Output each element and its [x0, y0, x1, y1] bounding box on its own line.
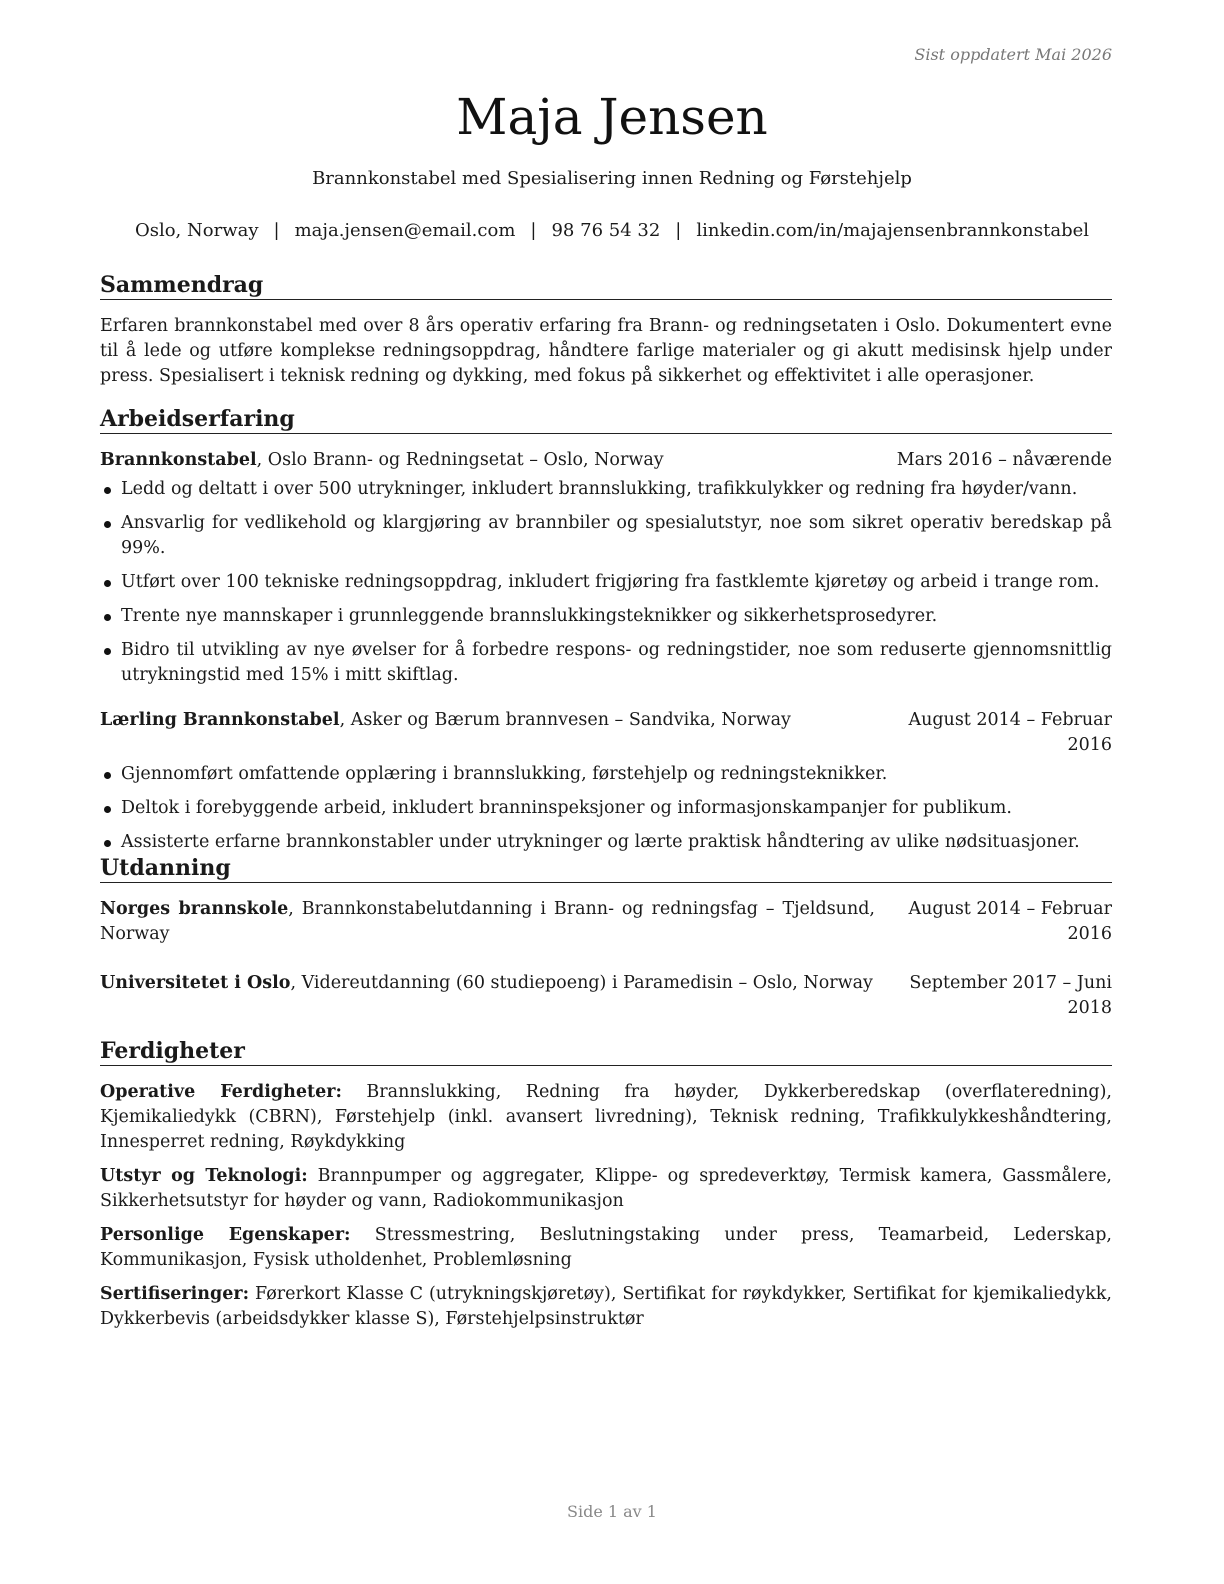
contact-linkedin[interactable]: linkedin.com/in/majajensenbrannkonstabel — [696, 220, 1090, 241]
summary-text: Erfaren brannkonstabel med over 8 års operativ erfaring fra Brann- og redningsetaten i Oslo. Dokumentert evne til å lede og utføre komplekse redningsoppdrag, håndtere farlige materialer og gi akutt medisinsk hjelp under press. Spesialisert i teknisk redning og dykking, med fokus på sikkerhet og effektivitet i alle operasjoner. — [100, 316, 1112, 386]
experience-section — [100, 405, 1112, 864]
skill-group — [100, 1164, 1112, 1214]
last-updated-note: Sist oppdatert Mai 2026 — [914, 45, 1112, 64]
skill-group — [100, 1223, 1112, 1273]
skill-group — [100, 1282, 1112, 1332]
contact-separator: | — [273, 220, 280, 241]
job-entry — [100, 708, 1112, 855]
skill-label: Operative Ferdigheter: — [100, 1082, 342, 1102]
list-item: Deltok i forebyggende arbeid, inkludert branninspeksjoner og informasjonskampanjer for publikum. — [100, 796, 1112, 821]
skill-label: Sertifiseringer: — [100, 1284, 250, 1304]
skill-text: Brannslukking, Redning fra høyder, Dykkerberedskap (overflateredning), Kjemikaliedykk (CBRN), Førstehjelp (inkl. avansert livredning), Teknisk redning, Trafikkulykkeshåndtering, Innesperret redning, Røykdykking — [100, 1082, 1112, 1152]
job-bullets — [100, 762, 1112, 855]
candidate-tagline: Brannkonstabel med Spesialisering innen Redning og Førstehjelp — [312, 168, 912, 189]
contact-email[interactable]: maja.jensen@email.com — [294, 220, 516, 241]
list-item: Trente nye mannskaper i grunnleggende brannslukkingsteknikker og sikkerhetsprosedyrer. — [100, 604, 1112, 629]
summary-section — [100, 271, 1112, 389]
skills-list — [100, 1080, 1112, 1332]
experience-heading: Arbeidserfaring — [100, 405, 1112, 434]
skill-group — [100, 1080, 1112, 1155]
education-school: Universitetet i Oslo — [100, 973, 291, 993]
education-section — [100, 854, 1112, 1021]
skill-text: Brannpumper og aggregater, Klippe- og spredeverktøy, Termisk kamera, Gassmålere, Sikkerhetsutstyr for høyder og vann, Radiokommunikasjon — [100, 1166, 1112, 1211]
contact-separator: | — [530, 220, 537, 241]
job-header — [100, 708, 1112, 758]
summary-heading: Sammendrag — [100, 271, 1112, 300]
education-heading: Utdanning — [100, 854, 1112, 883]
skills-heading: Ferdigheter — [100, 1037, 1112, 1066]
education-dates: August 2014 – Februar 2016 — [908, 899, 1112, 944]
list-item: Gjennomført omfattende opplæring i brannslukking, førstehjelp og redningsteknikker. — [100, 762, 1112, 787]
skill-text: Stressmestring, Beslutningstaking under press, Teamarbeid, Lederskap, Kommunikasjon, Fysisk utholdenhet, Problemløsning — [100, 1225, 1112, 1270]
contact-line — [0, 220, 1224, 241]
list-item: Ansvarlig for vedlikehold og klargjøring av brannbiler og spesialutstyr, noe som sikret operativ beredskap på 99%. — [100, 511, 1112, 561]
page-number: Side 1 av 1 — [567, 1502, 657, 1521]
contact-separator: | — [675, 220, 682, 241]
job-title-line — [100, 448, 664, 473]
candidate-name: Maja Jensen — [456, 88, 768, 146]
job-entry — [100, 448, 1112, 688]
skill-label: Utstyr og Teknologi: — [100, 1166, 308, 1186]
job-title: Brannkonstabel — [100, 450, 257, 470]
list-item: Utført over 100 tekniske redningsoppdrag, inkludert frigjøring fra fastklemte kjøretøy og arbeid i trange rom. — [100, 570, 1112, 595]
education-dates: September 2017 – Juni 2018 — [909, 973, 1112, 1018]
education-detail: , Videreutdanning (60 studiepoeng) i Paramedisin – Oslo, Norway — [290, 973, 873, 993]
list-item: Bidro til utvikling av nye øvelser for å forbedre respons- og redningstider, noe som reduserte gjennomsnittlig utrykningstid med 15% i mitt skiftlag. — [100, 638, 1112, 688]
education-title-line — [100, 897, 875, 947]
job-employer: , Asker og Bærum brannvesen – Sandvika, Norway — [339, 710, 791, 730]
job-dates: Mars 2016 – nåværende — [896, 450, 1112, 470]
job-header — [100, 448, 1112, 473]
job-dates: August 2014 – Februar 2016 — [908, 710, 1112, 755]
list-item: Ledd og deltatt i over 500 utrykninger, inkludert brannslukking, trafikkulykker og redning fra høyder/vann. — [100, 477, 1112, 502]
contact-phone: 98 76 54 32 — [551, 220, 661, 241]
list-item: Assisterte erfarne brannkonstabler under utrykninger og lærte praktisk håndtering av ulike nødsituasjoner. — [100, 830, 1112, 855]
education-detail: , Brannkonstabelutdanning i Brann- og redningsfag – Tjeldsund, Norway — [100, 899, 875, 944]
job-title: Lærling Brannkonstabel — [100, 710, 340, 730]
job-title-line — [100, 708, 791, 758]
education-entry — [100, 971, 1112, 1021]
skill-text: Førerkort Klasse C (utrykningskjøretøy), Sertifikat for røykdykker, Sertifikat for kjemikaliedykk, Dykkerbevis (arbeidsdykker klasse S), Førstehjelpsinstruktør — [100, 1284, 1112, 1329]
skills-section — [100, 1037, 1112, 1341]
education-entry — [100, 897, 1112, 947]
education-title-line — [100, 971, 873, 1021]
contact-location: Oslo, Norway — [134, 220, 259, 241]
skill-label: Personlige Egenskaper: — [100, 1225, 351, 1245]
education-school: Norges brannskole — [100, 899, 289, 919]
job-employer: , Oslo Brann- og Redningsetat – Oslo, Norway — [256, 450, 664, 470]
job-bullets — [100, 477, 1112, 688]
